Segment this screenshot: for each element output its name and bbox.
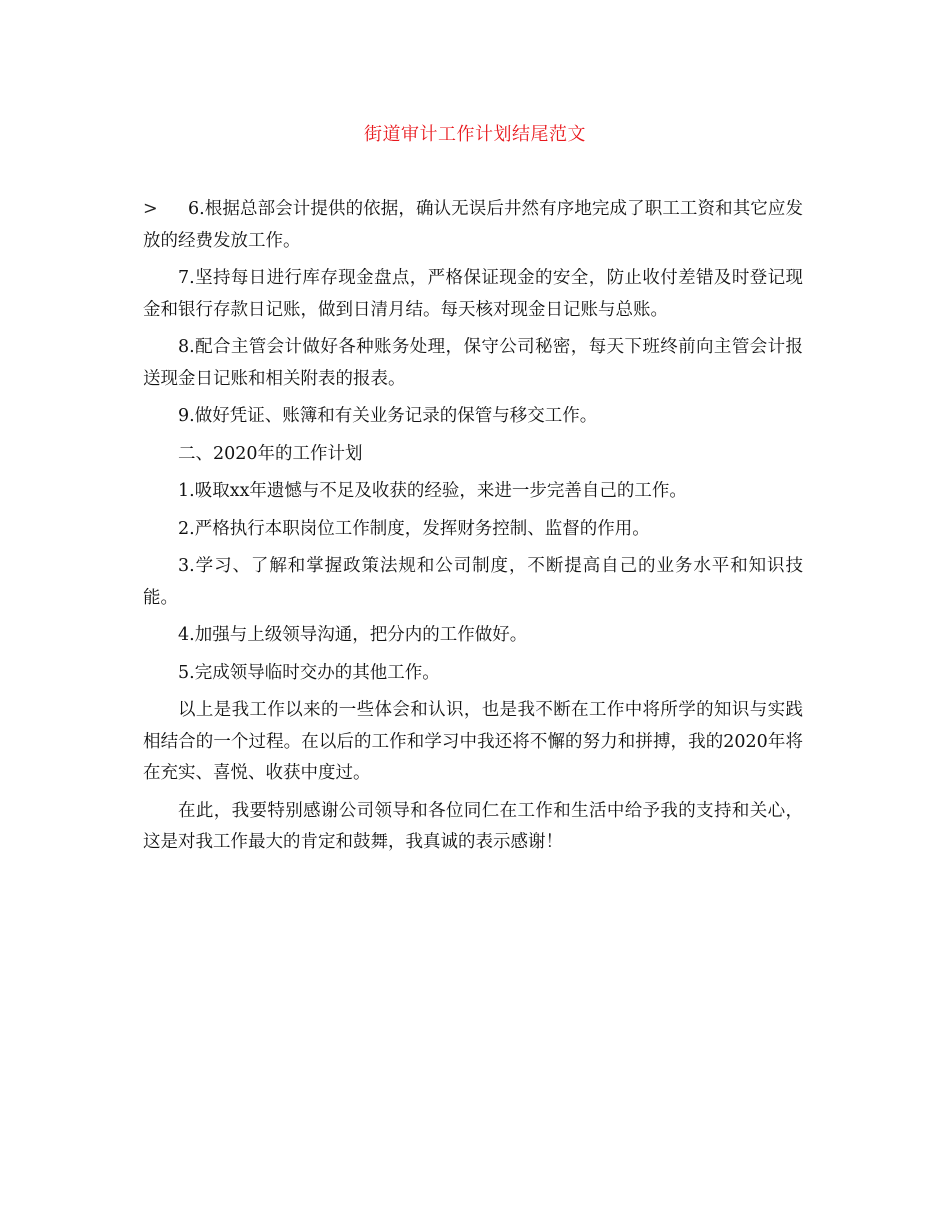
plan-item-2: 2.严格执行本职岗位工作制度，发挥财务控制、监督的作用。	[178, 518, 650, 539]
thanks-paragraph: 在此，我要特别感谢公司领导和各位同仁在工作和生活中给予我的支持和关心，这是对我工作最大的肯定和鼓舞，我真诚的表示感谢！	[143, 800, 803, 852]
paragraph-item-8: 8.配合主管会计做好各种账务处理，保守公司秘密，每天下班终前向主管会计报送现金日记账和相关附表的报表。	[143, 337, 803, 389]
paragraph-item-9: 9.做好凭证、账簿和有关业务记录的保管与移交工作。	[178, 406, 598, 426]
document-body	[143, 194, 803, 865]
document-title: 街道审计工作计划结尾范文	[364, 124, 586, 145]
section-heading: 二、2020年的工作计划	[178, 443, 363, 464]
plan-item-5: 5.完成领导临时交办的其他工作。	[178, 662, 440, 683]
bullet-marker: >	[143, 199, 158, 219]
paragraph-text: 6.根据总部会计提供的依据，确认无误后井然有序地完成了职工工资和其它应发放的经费发放工作。	[143, 199, 803, 251]
plan-item-3: 3.学习、了解和掌握政策法规和公司制度，不断提高自己的业务水平和知识技能。	[143, 556, 803, 608]
closing-paragraph: 以上是我工作以来的一些体会和认识，也是我不断在工作中将所学的知识与实践相结合的一个过程。在以后的工作和学习中我还将不懈的努力和拼搏，我的2020年将在充实、喜悦、收获中度过。	[143, 700, 803, 783]
plan-item-4: 4.加强与上级领导沟通，把分内的工作做好。	[178, 625, 528, 645]
paragraph-item-7: 7.坚持每日进行库存现金盘点，严格保证现金的安全，防止收付差错及时登记现金和银行存款日记账，做到日清月结。每天核对现金日记账与总账。	[143, 268, 803, 320]
plan-item-1: 1.吸取xx年遗憾与不足及收获的经验，来进一步完善自己的工作。	[178, 481, 687, 501]
paragraph-item-6	[143, 194, 803, 257]
